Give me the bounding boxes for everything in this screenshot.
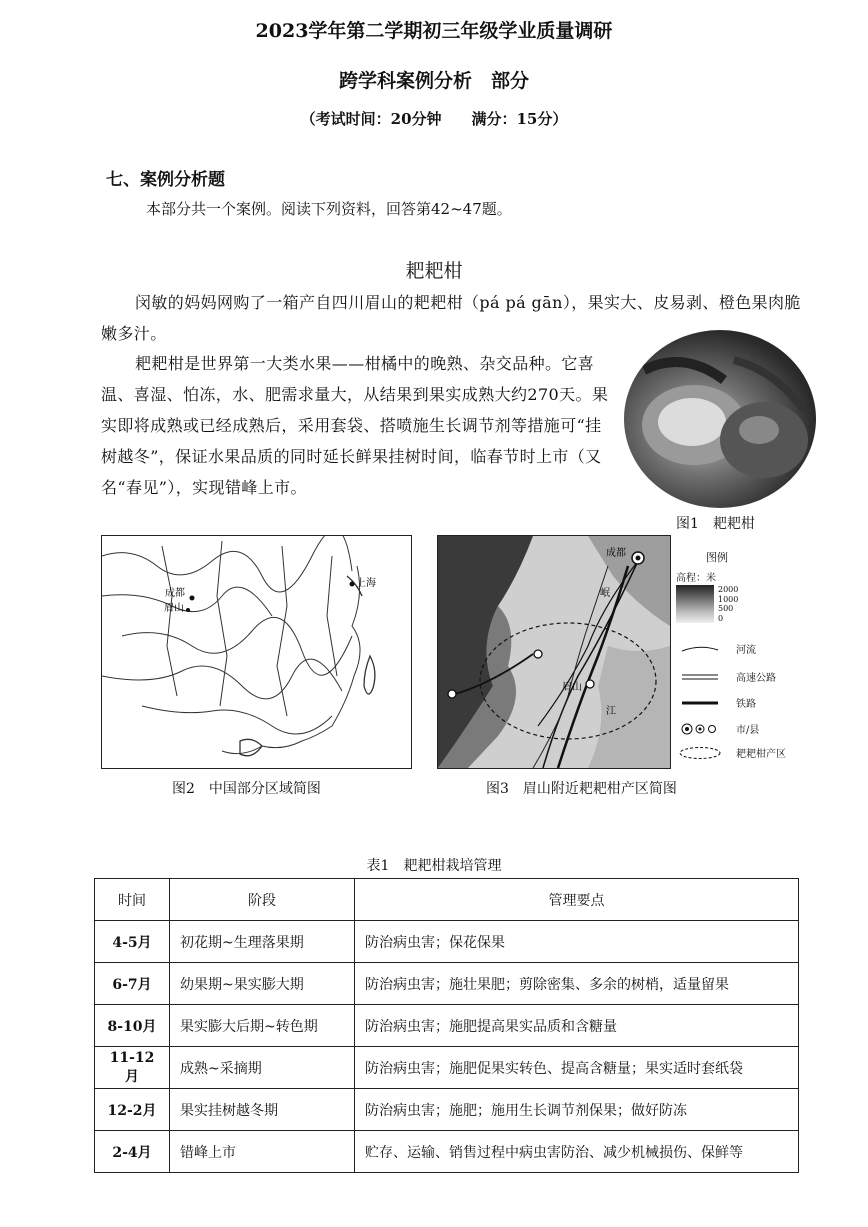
table-row [95,1089,799,1131]
legend-tick-0: 0 [718,613,724,623]
legend-title: 图例 [706,551,728,564]
city-symbols [676,723,724,735]
legend-elevation-label: 高程：米 [676,573,716,584]
china-region-map [101,535,412,769]
map3-label-meishan: 眉山 [562,682,582,693]
cell-stage: 果实膨大后期~转色期 [170,1005,355,1047]
table-row [95,963,799,1005]
river-symbol [676,643,724,655]
figure-1-caption: 图1 耙耙柑 [676,516,755,532]
legend-river: 河流 [736,645,756,656]
section-heading: 七、案例分析题 [106,170,225,190]
table-row [95,1047,799,1089]
cell-stage: 错峰上市 [170,1131,355,1173]
exam-info: （考试时间：20分钟 满分：15分） [300,110,568,128]
cell-stage: 幼果期~果实膨大期 [170,963,355,1005]
legend-tick-1000: 1000 [718,594,739,604]
cell-stage: 果实挂树越冬期 [170,1089,355,1131]
cell-points: 防治病虫害；施肥；施用生长调节剂保果；做好防冻 [355,1089,799,1131]
exam-subtitle: 跨学科案例分析 部分 [338,70,529,92]
legend-highway: 高速公路 [736,673,776,684]
legend-railway: 铁路 [736,699,756,710]
cell-points: 防治病虫害；施肥促果实转色、提高含糖量；果实适时套纸袋 [355,1047,799,1089]
case-paragraph-2: 耙耙柑是世界第一大类水果——柑橘中的晚熟、杂交品种。它喜温、喜湿、怕冻，水、肥需求量大，从结果到果实成熟大约270天。果实即将成熟或已经成熟后，采用套袋、搭喷施生长调节剂等措施可“挂树越冬”，保证水果品质的同时延长鲜果挂树时间，临春节时上市（又名“春见”），实现错峰上市。 [101,354,609,497]
railway-symbol [676,697,724,709]
section-intro: 本部分共一个案例。阅读下列资料，回答第42~47题。 [146,200,512,218]
cell-stage: 成熟~采摘期 [170,1047,355,1089]
cell-points: 防治病虫害；施壮果肥；剪除密集、多余的树梢，适量留果 [355,963,799,1005]
table-header-row [95,879,799,921]
case-paragraph-1: 闵敏的妈妈网购了一箱产自四川眉山的耙耙柑（pá pá gān），果实大、皮易剥、橙色果肉脆嫩多汁。 [101,293,801,343]
figure-2-caption: 图2 中国部分区域简图 [172,781,321,797]
table-row [95,921,799,963]
map2-label-shanghai: 上海 [356,578,376,589]
map3-label-min: 岷 [600,588,610,599]
map2-label-chengdu: 成都 [165,588,185,599]
table-row [95,1131,799,1173]
highway-symbol [676,671,724,683]
legend-production-area: 耙耙柑产区 [736,749,786,760]
legend-tick-2000: 2000 [718,585,739,594]
figure-3-caption: 图3 眉山附近耙耙柑产区简图 [486,781,677,797]
header-stage: 阶段 [170,879,355,921]
cell-points: 贮存、运输、销售过程中病虫害防治、减少机械损伤、保鲜等 [355,1131,799,1173]
map2-label-meishan: 眉山 [164,603,184,614]
cell-time: 11-12月 [95,1047,170,1089]
header-points: 管理要点 [355,879,799,921]
cell-time: 6-7月 [95,963,170,1005]
fruit-photo [624,330,816,508]
exam-title: 2023学年第二学期初三年级学业质量调研 [255,20,613,42]
legend-elevation-ramp [676,585,738,623]
cell-points: 防治病虫害；施肥提高果实品质和含糖量 [355,1005,799,1047]
cell-stage: 初花期~生理落果期 [170,921,355,963]
map3-label-jiang: 江 [606,706,616,717]
case-title: 耙耙柑 [405,260,463,282]
cultivation-table [94,878,799,1173]
header-time: 时间 [95,879,170,921]
cell-time: 8-10月 [95,1005,170,1047]
cell-time: 12-2月 [95,1089,170,1131]
cell-time: 2-4月 [95,1131,170,1173]
production-area-symbol [676,747,724,759]
cell-points: 防治病虫害；保花保果 [355,921,799,963]
legend-tick-500: 500 [718,604,734,613]
table-caption: 表1 耙耙柑栽培管理 [366,858,502,874]
cell-time: 4-5月 [95,921,170,963]
legend-city: 市/县 [736,725,760,736]
map3-label-chengdu: 成都 [606,548,626,559]
table-row [95,1005,799,1047]
meishan-area-map [437,535,671,769]
